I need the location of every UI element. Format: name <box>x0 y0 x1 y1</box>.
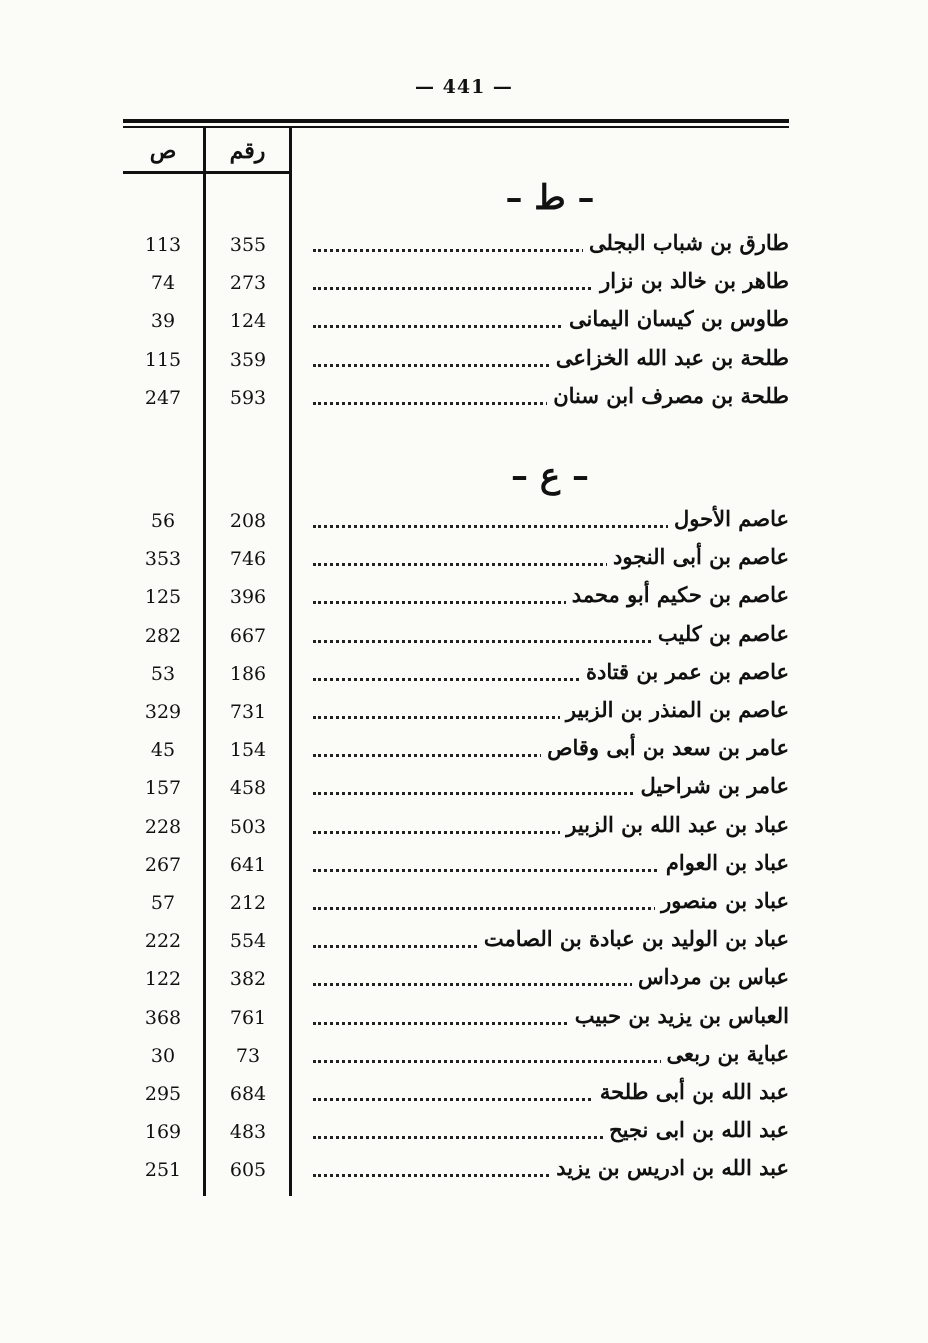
entry-number: 382 <box>229 968 267 991</box>
index-entry-row <box>123 657 789 694</box>
entry-number: 186 <box>229 662 267 685</box>
entry-name: عامر بن شراحيل <box>635 773 789 798</box>
entry-page: 74 <box>150 272 176 295</box>
entry-name: طاوس بن كيسان اليمانى <box>563 306 789 331</box>
entry-name: عباد بن العوام <box>660 850 789 875</box>
number-header-rule <box>206 171 289 174</box>
entry-number: 359 <box>229 348 267 371</box>
entry-name: عباد بن منصور <box>655 888 789 913</box>
top-double-rule <box>123 119 789 123</box>
index-entry-row <box>123 695 789 732</box>
entry-name: عبد الله بن ابى نجيح <box>603 1117 789 1142</box>
entry-page: 56 <box>150 510 176 532</box>
index-entry-row <box>123 771 789 808</box>
entry-page: 353 <box>144 548 182 571</box>
entry-number: 731 <box>229 701 267 723</box>
entry-page: 122 <box>144 968 182 991</box>
entry-name: عاصم بن كليب <box>652 621 789 646</box>
entry-name: طارق بن شباب البجلى <box>583 230 789 255</box>
index-entry-row <box>123 848 789 885</box>
entry-number: 73 <box>235 1044 261 1067</box>
index-entry-row <box>123 266 789 303</box>
entry-page: 368 <box>144 1006 182 1029</box>
entry-page: 251 <box>144 1159 182 1182</box>
entry-number: 154 <box>229 739 267 762</box>
entry-page: 113 <box>144 234 182 256</box>
entry-name: عاصم بن حكيم أبو محمد <box>566 582 789 607</box>
index-entry-row <box>123 381 789 418</box>
entry-page: 267 <box>144 853 182 876</box>
entry-number: 684 <box>229 1083 267 1105</box>
entry-page: 39 <box>150 310 176 333</box>
entry-name: عاصم الأحول <box>668 506 789 531</box>
entry-number: 208 <box>229 510 267 532</box>
entry-number: 593 <box>229 386 267 409</box>
entry-name: العباس بن يزيد بن حبيب <box>569 1003 789 1028</box>
entry-name: عبد الله بن ادريس بن يزيد <box>550 1155 789 1180</box>
index-entry-row <box>123 1001 789 1038</box>
entry-page: 157 <box>144 777 182 800</box>
index-entry-row <box>123 810 789 847</box>
index-entry-row <box>123 924 789 961</box>
entry-name: عباس بن مرداس <box>632 964 789 989</box>
entry-name: طلحة بن مصرف ابن سنان <box>547 383 789 408</box>
entry-number: 212 <box>229 892 267 914</box>
entry-page: 115 <box>144 348 182 371</box>
entry-number: 554 <box>229 930 267 953</box>
entry-name: عباد بن الوليد بن عبادة بن الصامت <box>478 926 789 951</box>
entry-page: 125 <box>144 586 182 609</box>
entry-name: عبد الله بن أبى طلحة <box>594 1079 789 1104</box>
top-double-rule-thin <box>123 126 789 128</box>
entry-name: طلحة بن عبد الله الخزاعى <box>550 345 789 370</box>
index-entry-row <box>123 504 789 541</box>
section-letter: – ط – <box>505 178 595 218</box>
entry-page: 53 <box>150 662 176 685</box>
index-entry-row <box>123 343 789 380</box>
entry-name: عاصم بن المنذر بن الزبير <box>560 697 789 722</box>
entry-page: 247 <box>144 386 182 409</box>
entry-number: 355 <box>229 234 267 256</box>
entry-page: 329 <box>144 701 182 723</box>
entry-number: 667 <box>229 624 267 647</box>
entry-page: 30 <box>150 1044 176 1067</box>
entry-page: 295 <box>144 1083 182 1105</box>
entry-number: 396 <box>229 586 267 609</box>
index-entry-row <box>123 733 789 770</box>
entry-name: عباد بن عبد الله بن الزبير <box>560 812 789 837</box>
entry-number: 641 <box>229 853 267 876</box>
entry-number: 273 <box>229 272 267 295</box>
entry-number: 503 <box>229 815 267 838</box>
index-entry-row <box>123 1153 789 1190</box>
index-entry-row <box>123 542 789 579</box>
entry-name: عباية بن ربعى <box>661 1041 789 1066</box>
section-letter: – ع – <box>511 456 589 496</box>
index-entry-row <box>123 886 789 923</box>
page-number: — 441 — <box>415 76 513 98</box>
entry-number: 761 <box>229 1006 267 1029</box>
column-header-number: رقم <box>229 138 266 164</box>
index-entry-row <box>123 1115 789 1152</box>
index-entry-row <box>123 1039 789 1076</box>
entry-number: 746 <box>229 548 267 571</box>
entry-name: عامر بن سعد بن أبى وقاص <box>541 735 789 760</box>
index-entry-row <box>123 1077 789 1114</box>
index-entry-row <box>123 580 789 617</box>
entry-page: 45 <box>150 739 176 762</box>
page-header-rule <box>123 171 203 174</box>
index-entry-row <box>123 619 789 656</box>
index-entry-row <box>123 304 789 341</box>
entry-page: 169 <box>144 1121 182 1144</box>
index-entry-row <box>123 228 789 265</box>
entry-page: 282 <box>144 624 182 647</box>
column-header-page: ص <box>149 138 177 164</box>
entry-number: 458 <box>229 777 267 800</box>
entry-number: 483 <box>229 1121 267 1144</box>
entry-page: 57 <box>150 892 176 914</box>
entry-number: 605 <box>229 1159 267 1182</box>
index-entry-row <box>123 962 789 999</box>
entry-number: 124 <box>229 310 267 333</box>
entry-name: طاهر بن خالد بن نزار <box>594 268 789 293</box>
entry-page: 228 <box>144 815 182 838</box>
entry-page: 222 <box>144 930 182 953</box>
entry-name: عاصم بن أبى النجود <box>607 544 789 569</box>
entry-name: عاصم بن عمر بن قتادة <box>580 659 789 684</box>
